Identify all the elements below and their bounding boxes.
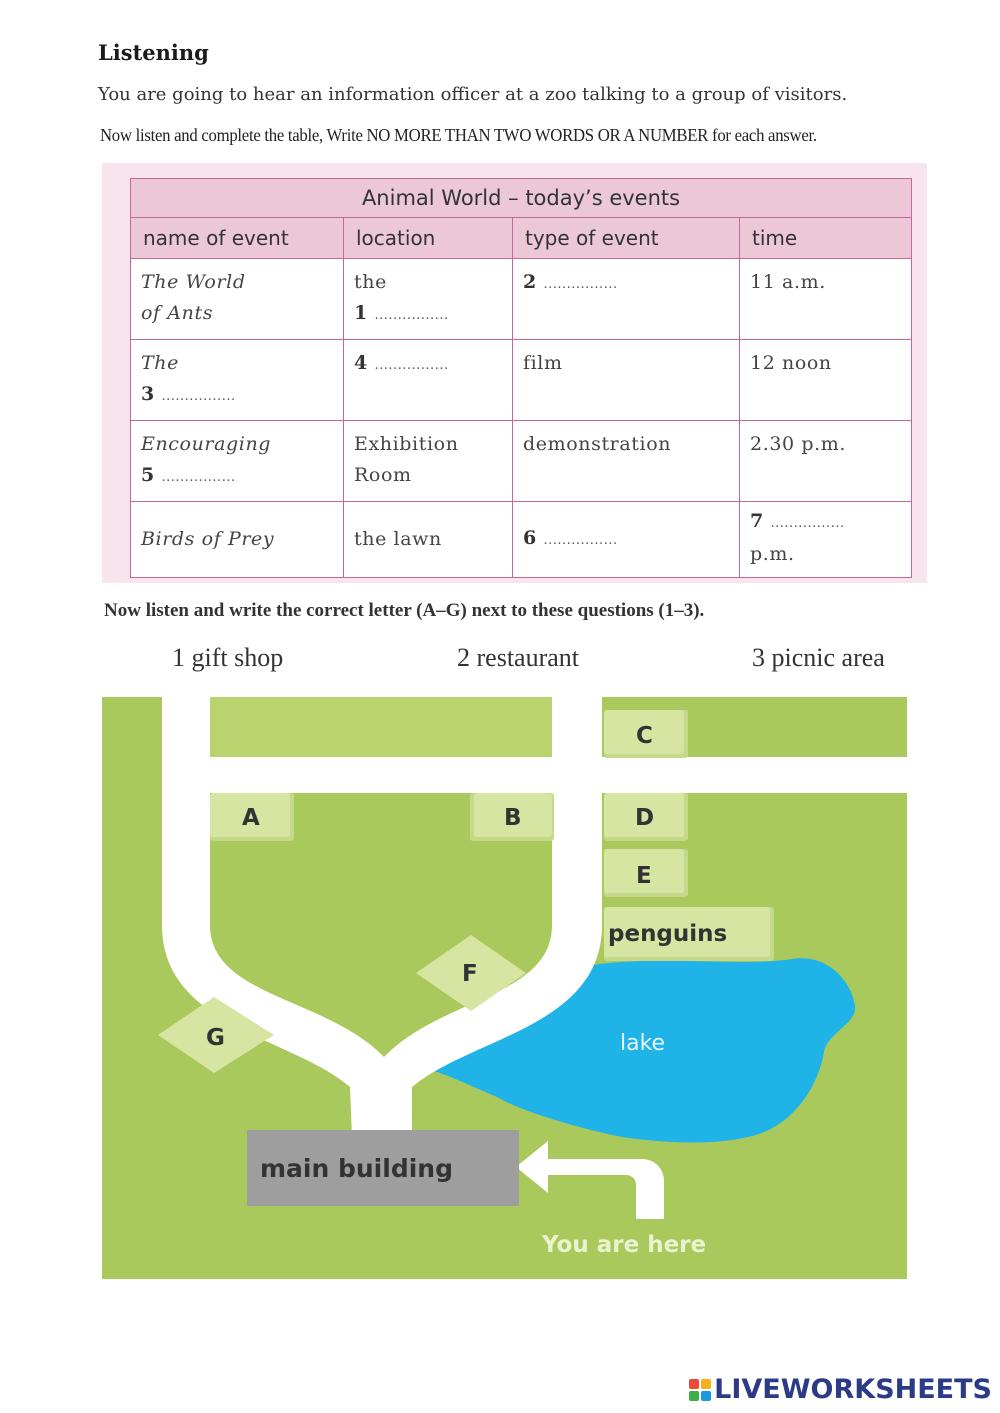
location-cell (344, 340, 513, 421)
answer-blank-7[interactable]: ................ (770, 516, 845, 531)
blank-number: 3 (141, 383, 155, 405)
time-cell: 11 a.m. (740, 259, 912, 340)
blank-number: 5 (141, 464, 155, 486)
question-restaurant: 2 restaurant (457, 643, 580, 672)
blank-number: 1 (354, 302, 368, 324)
plot-label-B: B (504, 805, 522, 831)
answer-blank-5[interactable]: ................ (161, 470, 236, 485)
location-text: Room (354, 464, 412, 486)
location-text: Exhibition (354, 433, 459, 455)
plot-label-E: E (636, 863, 652, 889)
plot-label-C: C (636, 723, 653, 749)
location-cell (344, 502, 513, 578)
liveworksheets-logo (689, 1374, 992, 1405)
map-field (210, 697, 552, 757)
plot-label-A: A (242, 805, 260, 831)
map-instruction: Now listen and write the correct letter (A–G) next to these questions (1–3). (104, 600, 705, 621)
path-right (552, 697, 602, 927)
answer-blank-6[interactable]: ................ (543, 533, 618, 548)
blank-number: 2 (523, 271, 537, 293)
table-row (131, 340, 912, 421)
answer-blank-2[interactable]: ................ (543, 277, 618, 292)
plot-D (604, 793, 688, 841)
type-cell (513, 259, 740, 340)
location-cell (344, 421, 513, 502)
zoo-map (102, 697, 907, 1279)
path-left (162, 697, 210, 927)
logo-mark-icon (689, 1379, 711, 1401)
plot-label-D: D (635, 805, 655, 831)
type-cell: demonstration (513, 421, 740, 502)
answer-blank-1[interactable]: ................ (374, 308, 449, 323)
time-cell: 2.30 p.m. (740, 421, 912, 502)
time-text: p.m. (750, 543, 795, 565)
table-title-row (131, 179, 912, 218)
plot-label-G: G (206, 1025, 225, 1051)
answer-blank-3[interactable]: ................ (161, 389, 236, 404)
plot-A (210, 793, 294, 841)
type-cell: film (513, 340, 740, 421)
table-row (131, 259, 912, 340)
question-picnic-area: 3 picnic area (752, 643, 885, 672)
blank-number: 7 (750, 510, 764, 532)
plot-B (470, 793, 554, 841)
event-text: Birds of Prey (141, 528, 275, 550)
logo-text: LIVEWORKSHEETS (714, 1374, 992, 1405)
event-text: Encouraging (141, 433, 272, 455)
type-cell (513, 502, 740, 578)
plot-penguins (604, 907, 774, 961)
plot-label-F: F (462, 961, 478, 987)
table-instruction: Now listen and complete the table, Write NO MORE THAN TWO WORDS OR A NUMBER for each answer. (100, 125, 817, 145)
header-location: location (344, 218, 513, 259)
you-are-here-label: You are here (542, 1232, 707, 1258)
event-cell (131, 502, 344, 578)
time-cell (740, 502, 912, 578)
blank-number: 4 (354, 352, 368, 374)
event-cell (131, 421, 344, 502)
location-text: the (354, 271, 387, 293)
penguins-label: penguins (608, 921, 728, 947)
intro-text: You are going to hear an information officer at a zoo talking to a group of visitors. (98, 84, 848, 105)
question-gift-shop: 1 gift shop (172, 643, 284, 672)
page-heading: Listening (98, 40, 209, 65)
events-table (130, 178, 912, 578)
table-header-row (131, 218, 912, 259)
lake-label: lake (620, 1031, 666, 1056)
table-row (131, 421, 912, 502)
location-cell (344, 259, 513, 340)
event-text: The (141, 352, 179, 374)
event-cell (131, 259, 344, 340)
event-text: The World (141, 271, 246, 293)
path-horizontal (162, 757, 907, 793)
main-building-label: main building (260, 1154, 453, 1183)
table-row (131, 502, 912, 578)
header-name-of-event: name of event (131, 218, 344, 259)
time-cell: 12 noon (740, 340, 912, 421)
answer-blank-4[interactable]: ................ (374, 358, 449, 373)
header-type-of-event: type of event (513, 218, 740, 259)
plot-C (604, 710, 688, 758)
header-time: time (740, 218, 912, 259)
location-text: the lawn (354, 528, 442, 550)
event-text: of Ants (141, 302, 214, 324)
plot-E (604, 849, 688, 897)
event-cell (131, 340, 344, 421)
blank-number: 6 (523, 527, 537, 549)
table-title: Animal World – today’s events (131, 179, 912, 218)
